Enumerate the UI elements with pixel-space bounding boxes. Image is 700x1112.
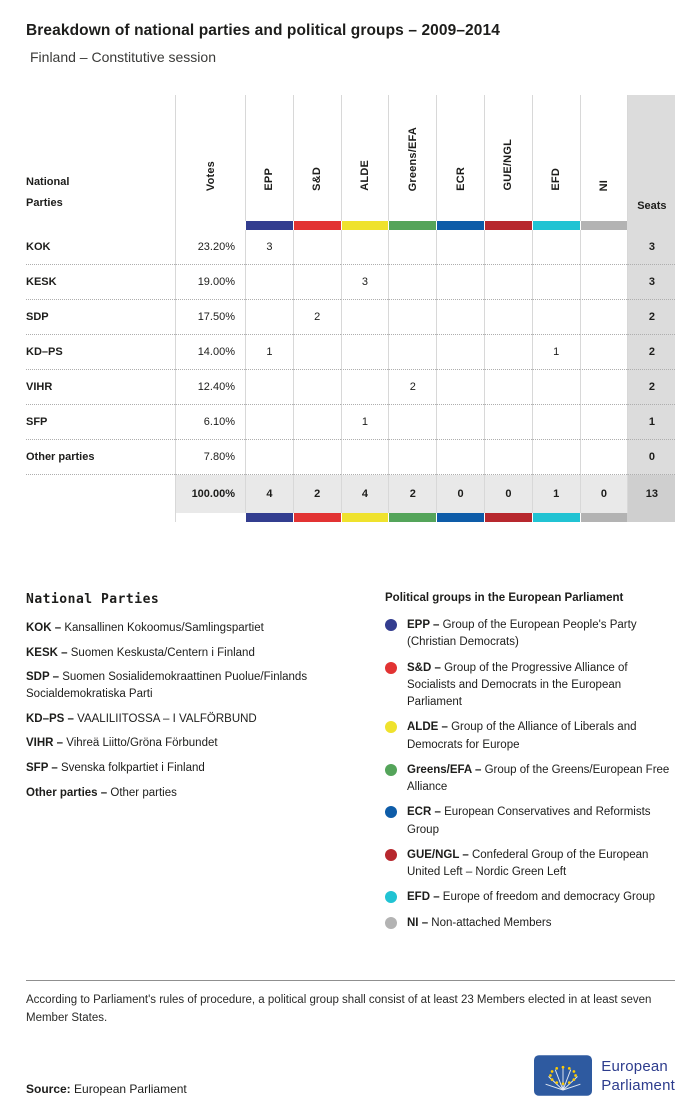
corner-line-2: Parties [26,196,63,209]
seat-cell-gue-ngl [484,440,532,475]
color-bar-epp [245,221,293,230]
group-full-name: Group of the European People's Party (Christian Democrats) [407,619,637,649]
party-full-name: Svenska folkpartiet i Finland [60,762,205,775]
color-bar-ecr [436,513,484,522]
seat-cell-efd [532,230,580,265]
seat-cell-ecr [436,440,484,475]
seat-cell-ni [580,265,628,300]
seat-cell-ecr [436,265,484,300]
footnote-section [26,980,675,1028]
seat-cell-ecr [436,405,484,440]
party-abbr: SFP – [26,762,61,775]
party-name: KD–PS [26,335,175,370]
seat-cell-ni [580,370,628,405]
party-full-name: Suomen Keskusta/Centern i Finland [70,646,255,659]
page-subtitle: Finland – Constitutive session [30,49,216,65]
total-row-spacer [26,475,175,513]
votes-value: 23.20% [175,230,245,265]
seat-cell-epp [245,300,293,335]
source-value: European Parliament [74,1082,187,1097]
votes-value: 12.40% [175,370,245,405]
national-party-item [26,669,360,702]
group-abbr: NI – [407,916,432,929]
party-name: VIHR [26,370,175,405]
ep-logo-line-1: European [601,1057,668,1075]
seat-cell-epp: 1 [245,335,293,370]
column-header-ni [580,95,628,221]
total-gue-ngl: 0 [484,475,532,513]
group-full-name: Group of the Progressive Alliance of Socialists and Democrats in the European Parliament [407,661,628,708]
legend [26,592,675,932]
group-abbr: ALDE – [407,721,452,734]
column-header-votes [175,95,245,221]
seat-cell-greens-efa: 2 [388,370,436,405]
national-party-item [26,735,360,752]
row-seats-total: 2 [627,335,675,370]
total-seats: 13 [627,475,675,513]
votes-value: 6.10% [175,405,245,440]
column-header-seats: Seats [627,95,675,221]
bar-row-party-spacer [26,513,175,522]
total-ecr: 0 [436,475,484,513]
footer [26,1055,675,1096]
party-abbr: Other parties – [26,786,111,799]
color-bar-gue-ngl [484,221,532,230]
seat-cell-ni [580,230,628,265]
seat-cell-s-d [293,440,341,475]
column-header-epp [245,95,293,221]
row-seats-total: 3 [627,265,675,300]
party-abbr: KESK – [26,646,71,659]
group-full-name: Group of the Alliance of Liberals and Democrats for Europe [407,721,637,751]
greens-efa-color-dot-icon [385,764,397,776]
source-label: Source: [26,1082,71,1097]
seat-cell-alde [341,440,389,475]
column-header-efd [532,95,580,221]
group-abbr: GUE/NGL – [407,848,472,861]
column-header-national-parties [26,95,175,221]
total-epp: 4 [245,475,293,513]
seat-cell-gue-ngl [484,300,532,335]
seat-cell-alde [341,335,389,370]
group-abbr: S&D – [407,661,445,674]
national-parties-legend-title: National Parties [26,592,160,607]
group-full-name: Group of the Greens/European Free Alliance [407,763,670,793]
national-parties-list [26,620,360,801]
gue-ngl-color-dot-icon [385,849,397,861]
ep-logo-text [601,1057,675,1095]
party-name: KESK [26,265,175,300]
group-vertical-label: NI [597,179,610,191]
bar-row-seats-spacer [627,221,675,230]
group-vertical-label: ALDE [358,160,371,191]
seat-cell-s-d [293,405,341,440]
bar-row-seats-spacer [627,513,675,522]
total-alde: 4 [341,475,389,513]
seat-cell-alde: 1 [341,405,389,440]
group-vertical-label: Greens/EFA [406,126,419,191]
seat-cell-epp [245,370,293,405]
seat-cell-gue-ngl [484,335,532,370]
group-abbr: Greens/EFA – [407,763,485,776]
seat-cell-epp [245,265,293,300]
party-full-name: Other parties [110,786,177,799]
party-name: KOK [26,230,175,265]
bar-row-party-spacer [26,221,175,230]
group-vertical-label: EPP [263,168,276,191]
group-vertical-label: S&D [311,167,324,191]
political-group-item [385,804,675,839]
ni-color-dot-icon [385,917,397,929]
group-abbr: EFD – [407,891,443,904]
row-seats-total: 2 [627,370,675,405]
political-group-item [385,847,675,882]
epp-color-dot-icon [385,619,397,631]
seat-cell-greens-efa [388,265,436,300]
seat-cell-ni [580,440,628,475]
seat-cell-alde [341,230,389,265]
group-vertical-label: EFD [550,168,563,191]
color-bar-ni [580,513,628,522]
group-full-name: European Conservatives and Reformists Group [407,806,651,836]
group-full-name: Europe of freedom and democracy Group [442,891,656,904]
color-bar-s-d [293,513,341,522]
party-name: SFP [26,405,175,440]
source [26,1082,187,1096]
group-abbr: ECR – [407,806,445,819]
seat-cell-efd [532,370,580,405]
row-seats-total: 0 [627,440,675,475]
row-seats-total: 2 [627,300,675,335]
political-group-item [385,660,675,712]
party-name: Other parties [26,440,175,475]
efd-color-dot-icon [385,891,397,903]
national-party-item [26,785,360,802]
seat-cell-s-d [293,230,341,265]
ep-logo-line-2: Parliament [601,1076,675,1094]
seat-cell-greens-efa [388,335,436,370]
group-vertical-label: GUE/NGL [502,139,515,191]
seat-cell-gue-ngl [484,230,532,265]
party-abbr: SDP – [26,671,63,684]
s-d-color-dot-icon [385,662,397,674]
votes-vertical-label: Votes [204,160,217,191]
seat-cell-efd [532,300,580,335]
total-ni: 0 [580,475,628,513]
column-header-ecr [436,95,484,221]
political-groups-legend [385,592,675,932]
political-group-item [385,719,675,754]
group-abbr: EPP – [407,619,443,631]
page-title: Breakdown of national parties and political groups – 2009–2014 [26,22,500,39]
political-group-item [385,889,675,906]
seat-cell-gue-ngl [484,265,532,300]
seat-cell-greens-efa [388,440,436,475]
bar-row-votes-spacer [175,513,245,522]
row-seats-total: 1 [627,405,675,440]
political-group-item [385,915,675,932]
national-parties-legend [26,592,360,932]
color-bar-alde [341,513,389,522]
seat-cell-s-d: 2 [293,300,341,335]
seat-cell-s-d [293,335,341,370]
seat-cell-efd: 1 [532,335,580,370]
seat-cell-ecr [436,230,484,265]
votes-value: 19.00% [175,265,245,300]
seat-cell-ni [580,405,628,440]
seat-cell-gue-ngl [484,405,532,440]
seat-cell-alde: 3 [341,265,389,300]
political-groups-list [385,617,675,932]
group-full-name: Non-attached Members [431,916,552,929]
seat-cell-alde [341,300,389,335]
seat-cell-efd [532,265,580,300]
votes-value: 7.80% [175,440,245,475]
seat-cell-ni [580,335,628,370]
party-abbr: KD–PS – [26,712,78,725]
seat-cell-alde [341,370,389,405]
color-bar-greens-efa [388,513,436,522]
political-group-item [385,762,675,797]
political-group-item [385,617,675,652]
corner-line-1: National [26,176,70,189]
political-groups-legend-title: Political groups in the European Parliament [385,592,624,604]
color-bar-alde [341,221,389,230]
seat-cell-epp [245,440,293,475]
color-bar-efd [532,221,580,230]
party-name: SDP [26,300,175,335]
ep-logo-icon [534,1055,592,1096]
color-bar-s-d [293,221,341,230]
group-full-name: Confederal Group of the European United Left – Nordic Green Left [407,848,649,878]
column-header-gue-ngl [484,95,532,221]
national-party-item [26,620,360,637]
party-full-name: Suomen Sosialidemokraattinen Puolue/Finlands Socialdemokratiska Parti [26,671,308,701]
seat-cell-epp [245,405,293,440]
row-seats-total: 3 [627,230,675,265]
party-full-name: Kansallinen Kokoomus/Samlingspartiet [64,622,264,634]
column-header-s-d [293,95,341,221]
seat-cell-epp: 3 [245,230,293,265]
color-bar-epp [245,513,293,522]
ep-logo [534,1055,675,1096]
bar-row-votes-spacer [175,221,245,230]
national-party-item [26,645,360,662]
seat-cell-efd [532,440,580,475]
votes-value: 14.00% [175,335,245,370]
national-party-item [26,711,360,728]
group-vertical-label: ECR [454,167,467,191]
party-full-name: VAALILIITOSSA – I VALFÖRBUND [77,712,257,725]
results-table [26,95,675,522]
seat-cell-gue-ngl [484,370,532,405]
seat-cell-efd [532,405,580,440]
total-greens-efa: 2 [388,475,436,513]
seat-cell-greens-efa [388,405,436,440]
national-party-item [26,760,360,777]
color-bar-efd [532,513,580,522]
total-efd: 1 [532,475,580,513]
ecr-color-dot-icon [385,806,397,818]
column-header-alde [341,95,389,221]
party-abbr: KOK – [26,622,65,634]
party-abbr: VIHR – [26,737,67,750]
color-bar-ecr [436,221,484,230]
color-bar-greens-efa [388,221,436,230]
seat-cell-ecr [436,335,484,370]
seat-cell-s-d [293,370,341,405]
column-header-greens-efa [388,95,436,221]
seat-cell-greens-efa [388,230,436,265]
seat-cell-ni [580,300,628,335]
total-s-d: 2 [293,475,341,513]
alde-color-dot-icon [385,721,397,733]
seat-cell-s-d [293,265,341,300]
seat-cell-ecr [436,300,484,335]
total-votes: 100.00% [175,475,245,513]
seat-cell-ecr [436,370,484,405]
party-full-name: Vihreä Liitto/Gröna Förbundet [66,737,218,750]
seat-cell-greens-efa [388,300,436,335]
color-bar-gue-ngl [484,513,532,522]
votes-value: 17.50% [175,300,245,335]
footnote-text: According to Parliament's rules of procedure, a political group shall consist of at least 23 Members elected in at least seven Member States. [26,993,652,1024]
color-bar-ni [580,221,628,230]
